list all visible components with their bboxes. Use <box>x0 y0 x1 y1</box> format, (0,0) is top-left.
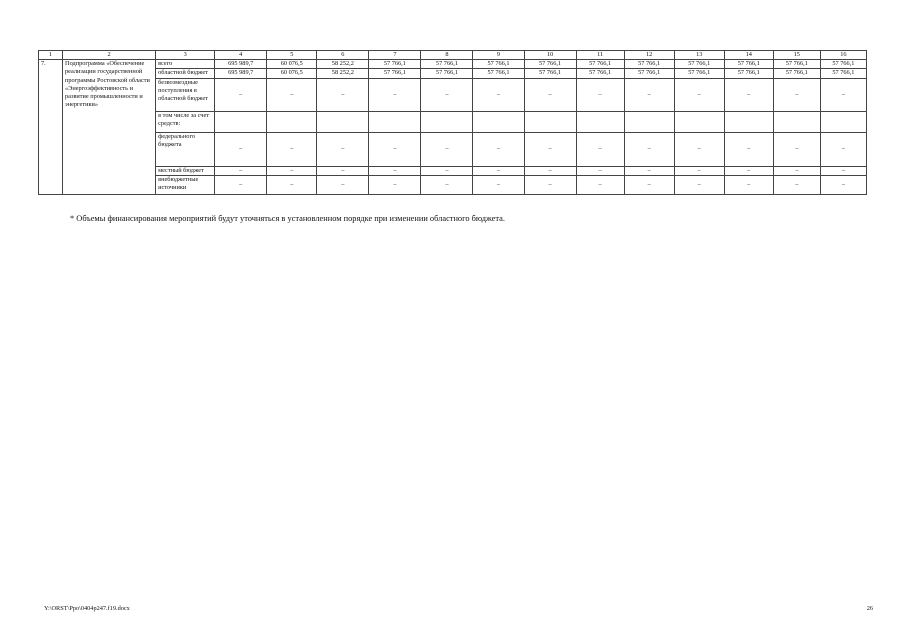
value-cell: – <box>576 78 624 111</box>
value-cell: – <box>724 78 773 111</box>
value-cell: – <box>267 132 317 166</box>
value-cell: – <box>421 166 473 175</box>
value-cell: – <box>215 78 267 111</box>
value-cell: 57 766,1 <box>624 60 674 69</box>
value-cell <box>624 111 674 132</box>
header-cell: 8 <box>421 51 473 60</box>
value-cell: – <box>421 78 473 111</box>
value-cell: 57 766,1 <box>576 69 624 78</box>
value-cell: – <box>820 166 866 175</box>
value-cell: 57 766,1 <box>773 69 820 78</box>
table-row <box>39 166 867 175</box>
value-cell: 60 076,5 <box>267 69 317 78</box>
value-cell: – <box>724 175 773 194</box>
table-row <box>39 132 867 166</box>
value-cell: 57 766,1 <box>773 60 820 69</box>
page-number: 26 <box>866 605 873 612</box>
value-cell: – <box>820 132 866 166</box>
header-cell: 15 <box>773 51 820 60</box>
row-number: 7. <box>39 60 63 195</box>
header-cell: 7 <box>369 51 421 60</box>
value-cell: 57 766,1 <box>421 60 473 69</box>
table-row <box>39 78 867 111</box>
header-cell: 12 <box>624 51 674 60</box>
table-row <box>39 69 867 78</box>
value-cell <box>317 111 369 132</box>
table-row <box>39 111 867 132</box>
value-cell: – <box>773 166 820 175</box>
footnote: * Объемы финансирования мероприятий будут уточняться в установленном порядке при изменении областного бюджета. <box>70 214 505 223</box>
value-cell <box>820 111 866 132</box>
value-cell <box>215 111 267 132</box>
file-path: Y:\ORST\Ppo\0404p247.f19.docx <box>44 605 130 612</box>
header-cell: 14 <box>724 51 773 60</box>
program-name: Подпрограмма «Обеспечение реализации государственной программы Ростовской области «Энергоэффективность и развитие промышленности и энергетики» <box>63 60 156 195</box>
value-cell <box>473 111 524 132</box>
value-cell: 57 766,1 <box>524 69 576 78</box>
financing-table <box>38 50 867 195</box>
value-cell <box>421 111 473 132</box>
value-cell: – <box>576 175 624 194</box>
funding-source: всего <box>156 60 215 69</box>
value-cell: 58 252,2 <box>317 60 369 69</box>
value-cell: 57 766,1 <box>473 60 524 69</box>
value-cell <box>369 111 421 132</box>
value-cell: – <box>473 166 524 175</box>
value-cell: 60 076,5 <box>267 60 317 69</box>
value-cell: – <box>369 78 421 111</box>
value-cell: – <box>773 78 820 111</box>
value-cell: – <box>317 132 369 166</box>
value-cell: – <box>524 166 576 175</box>
value-cell: – <box>473 78 524 111</box>
value-cell: – <box>674 132 724 166</box>
value-cell: 57 766,1 <box>473 69 524 78</box>
value-cell: 57 766,1 <box>524 60 576 69</box>
funding-source: в том числе за счет средств: <box>156 111 215 132</box>
value-cell: – <box>267 78 317 111</box>
value-cell: 57 766,1 <box>674 60 724 69</box>
value-cell: 57 766,1 <box>820 60 866 69</box>
funding-source: местный бюджет <box>156 166 215 175</box>
value-cell: – <box>674 78 724 111</box>
header-cell: 6 <box>317 51 369 60</box>
value-cell: – <box>369 166 421 175</box>
value-cell: – <box>267 166 317 175</box>
table-row <box>39 175 867 194</box>
value-cell: – <box>773 132 820 166</box>
funding-source: областной бюджет <box>156 69 215 78</box>
value-cell <box>724 111 773 132</box>
value-cell: – <box>624 78 674 111</box>
value-cell: – <box>473 132 524 166</box>
value-cell: – <box>820 175 866 194</box>
table-body <box>39 51 867 195</box>
header-cell: 11 <box>576 51 624 60</box>
value-cell: – <box>215 175 267 194</box>
value-cell: 57 766,1 <box>674 69 724 78</box>
value-cell: – <box>215 132 267 166</box>
header-row <box>39 51 867 60</box>
header-cell: 4 <box>215 51 267 60</box>
value-cell: – <box>724 166 773 175</box>
value-cell: – <box>674 175 724 194</box>
value-cell: – <box>524 132 576 166</box>
value-cell: 57 766,1 <box>724 69 773 78</box>
value-cell: 57 766,1 <box>820 69 866 78</box>
value-cell: – <box>576 132 624 166</box>
value-cell: – <box>624 132 674 166</box>
value-cell: – <box>473 175 524 194</box>
value-cell: 57 766,1 <box>369 60 421 69</box>
value-cell: – <box>524 175 576 194</box>
value-cell: 57 766,1 <box>724 60 773 69</box>
funding-source: безвозмездные поступления в областной бюджет <box>156 78 215 111</box>
value-cell <box>267 111 317 132</box>
header-cell: 2 <box>63 51 156 60</box>
value-cell: – <box>317 78 369 111</box>
value-cell: – <box>215 166 267 175</box>
value-cell <box>773 111 820 132</box>
value-cell: 57 766,1 <box>421 69 473 78</box>
value-cell: – <box>624 166 674 175</box>
value-cell: – <box>524 78 576 111</box>
value-cell: – <box>773 175 820 194</box>
value-cell: 57 766,1 <box>369 69 421 78</box>
header-cell: 10 <box>524 51 576 60</box>
value-cell <box>576 111 624 132</box>
value-cell: 57 766,1 <box>624 69 674 78</box>
value-cell: – <box>624 175 674 194</box>
value-cell: – <box>674 166 724 175</box>
funding-source: внебюджетные источники <box>156 175 215 194</box>
value-cell <box>674 111 724 132</box>
header-cell: 16 <box>820 51 866 60</box>
value-cell: – <box>724 132 773 166</box>
header-cell: 1 <box>39 51 63 60</box>
header-cell: 13 <box>674 51 724 60</box>
value-cell: 58 252,2 <box>317 69 369 78</box>
value-cell: 695 989,7 <box>215 60 267 69</box>
value-cell: – <box>317 166 369 175</box>
value-cell: – <box>576 166 624 175</box>
value-cell: – <box>820 78 866 111</box>
table-row <box>39 60 867 69</box>
value-cell: – <box>421 175 473 194</box>
header-cell: 5 <box>267 51 317 60</box>
value-cell: 57 766,1 <box>576 60 624 69</box>
funding-source: федерального бюджета <box>156 132 215 166</box>
value-cell: – <box>267 175 317 194</box>
value-cell: – <box>317 175 369 194</box>
value-cell <box>524 111 576 132</box>
value-cell: – <box>369 175 421 194</box>
value-cell: – <box>421 132 473 166</box>
header-cell: 3 <box>156 51 215 60</box>
value-cell: – <box>369 132 421 166</box>
header-cell: 9 <box>473 51 524 60</box>
value-cell: 695 989,7 <box>215 69 267 78</box>
